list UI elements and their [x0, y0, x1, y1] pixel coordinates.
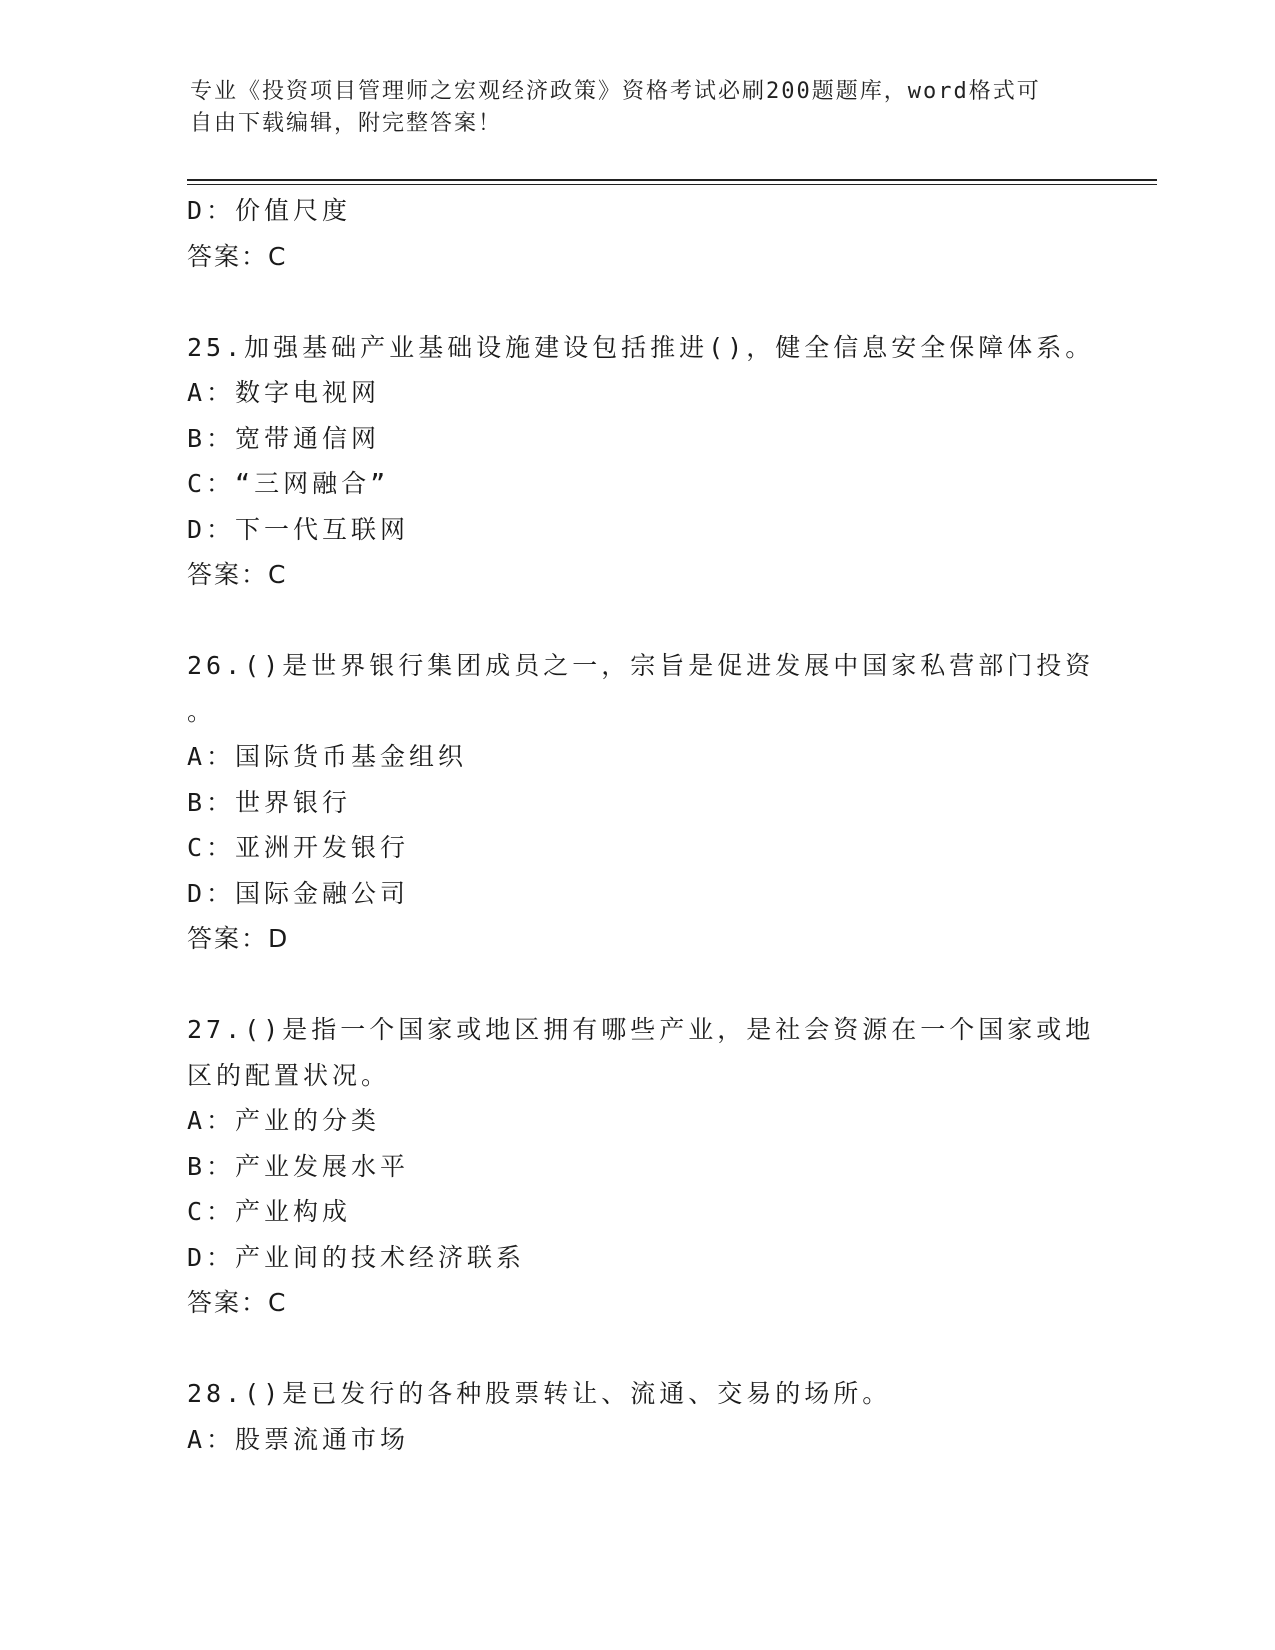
- header-line-2: 自由下载编辑，附完整答案！: [190, 111, 503, 136]
- option-c: C：“三网融合”: [187, 469, 390, 498]
- option-d: D：国际金融公司: [187, 878, 410, 908]
- question-stem: 27.()是指一个国家或地区拥有哪些产业，是社会资源在一个国家或地: [187, 1015, 1095, 1044]
- spacer: [187, 279, 1087, 325]
- answer: 答案：C: [187, 1288, 288, 1317]
- spacer: [187, 598, 1087, 644]
- question-25: [187, 325, 1095, 598]
- option-c: C：产业构成: [187, 1197, 352, 1226]
- header-line-1: 专业《投资项目管理师之宏观经济政策》资格考试必刷200题题库，word格式可: [190, 79, 1041, 104]
- option-d: D：产业间的技术经济联系: [187, 1242, 526, 1272]
- option-d: D：价值尺度: [187, 196, 352, 225]
- question-26: [187, 643, 1095, 962]
- option-a: A：数字电视网: [187, 378, 381, 407]
- question-stem: 28.()是已发行的各种股票转让、流通、交易的场所。: [187, 1379, 892, 1408]
- spacer: [187, 1326, 1087, 1372]
- question-stem: 25.加强基础产业基础设施建设包括推进()，健全信息安全保障体系。: [187, 332, 1095, 362]
- option-a: A：股票流通市场: [187, 1424, 410, 1454]
- question-stem-continued: 。: [187, 696, 217, 726]
- option-d: D：下一代互联网: [187, 514, 410, 544]
- question-stem: 26.()是世界银行集团成员之一，宗旨是促进发展中国家私营部门投资: [187, 651, 1095, 680]
- answer: 答案：C: [187, 241, 288, 271]
- question-stem-continued: 区的配置状况。: [187, 1060, 391, 1090]
- option-b: B：世界银行: [187, 787, 352, 817]
- spacer: [187, 962, 1087, 1008]
- header-rule-thin: [187, 184, 1157, 185]
- question-list: [187, 188, 1095, 1462]
- page-header: [190, 76, 1070, 140]
- option-b: B：产业发展水平: [187, 1151, 410, 1181]
- header-rule: [187, 179, 1157, 181]
- option-b: B：宽带通信网: [187, 423, 381, 453]
- option-c: C：亚洲开发银行: [187, 833, 410, 862]
- option-a: A：产业的分类: [187, 1106, 381, 1135]
- option-a: A：国际货币基金组织: [187, 742, 468, 771]
- answer: 答案：C: [187, 560, 288, 589]
- answer: 答案：D: [187, 924, 290, 953]
- question-27: [187, 1007, 1095, 1326]
- question-28: [187, 1371, 1087, 1462]
